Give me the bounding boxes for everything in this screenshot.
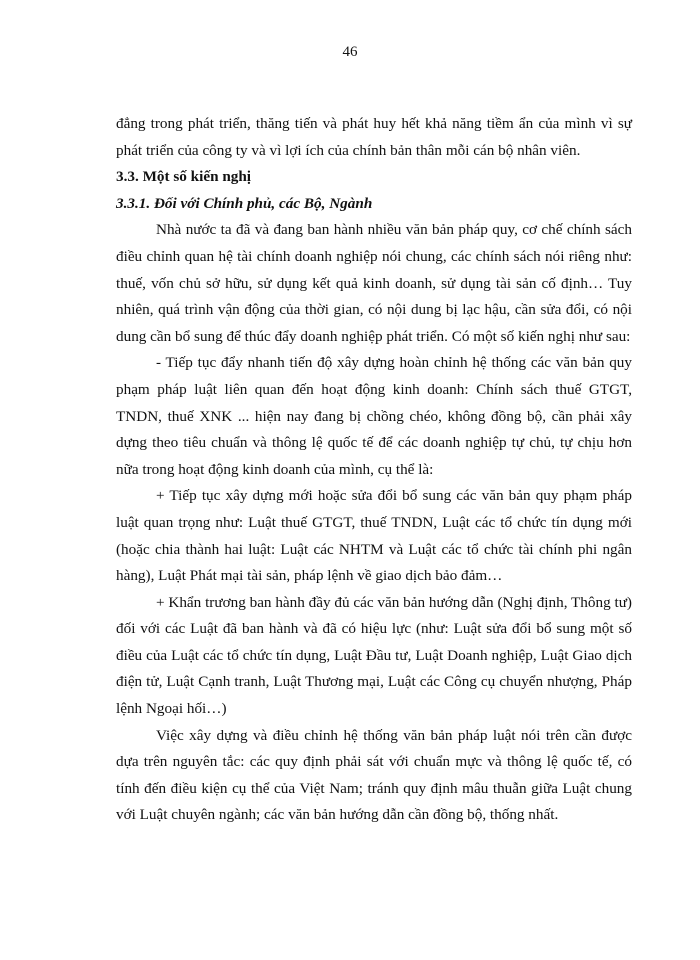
paragraph-recommendation-laws: + Tiếp tục xây dựng mới hoặc sửa đổi bổ sung các văn bản quy phạm pháp luật quan trọng như: Luật thuế GTGT, thuế TNDN, Luật các tổ chức tín dụng mới (hoặc chia thành hai luật: Luật các NHTM và Luật các tổ chức tài chính phi ngân hàng), Luật Phát mại tài sản, pháp lệnh về giao dịch bảo đảm… [116, 487, 632, 585]
paragraph-principles: Việc xây dựng và điều chỉnh hệ thống văn bản pháp luật nói trên cần được dựa trên nguyên tắc: các quy định phải sát với chuẩn mực và thông lệ quốc tế, có tính đến điều kiện cụ thể của Việt Nam; tránh quy định mâu thuẫn giữa Luật chung với Luật chuyên ngành; các văn bản hướng dẫn cần đồng bộ, thống nhất. [116, 726, 632, 824]
page-number: 46 [342, 44, 358, 60]
paragraph-overview: Nhà nước ta đã và đang ban hành nhiều văn bản pháp quy, cơ chế chính sách điều chỉnh quan hệ tài chính doanh nghiệp nói chung, các chính sách nói riêng như: thuế, vốn chủ sở hữu, sử dụng kết quả kinh doanh, sử dụng tài sản cố định… Tuy nhiên, quá trình vận động của thời gian, có nội dung bị lạc hậu, cần sửa đổi, có nội dung cần bổ sung để thúc đẩy doanh nghiệp phát triển. Có một số kiến nghị như sau: [116, 221, 632, 345]
paragraph-recommendation-main: - Tiếp tục đẩy nhanh tiến độ xây dựng hoàn chỉnh hệ thống các văn bản quy phạm pháp luật liên quan đến hoạt động kinh doanh: Chính sách thuế GTGT, TNDN, thuế XNK ... hiện nay đang bị chồng chéo, không đồng bộ, cần phải xây dựng theo tiêu chuẩn và thông lệ quốc tế để các doanh nghiệp tự chủ, tự chịu hơn nữa trong hoạt động kinh doanh của mình, cụ thể là: [116, 354, 632, 478]
subsection-heading: 3.3.1. Đối với Chính phủ, các Bộ, Ngành [116, 194, 373, 212]
intro-paragraph: đẳng trong phát triển, thăng tiến và phát huy hết khả năng tiềm ẩn của mình vì sự phát triển của công ty và vì lợi ích của chính bản thân mỗi cán bộ nhân viên. [116, 115, 632, 159]
paragraph-recommendation-guidance: + Khẩn trương ban hành đầy đủ các văn bản hướng dẫn (Nghị định, Thông tư) đối với các Luật đã ban hành và đã có hiệu lực (như: Luật sửa đổi bổ sung một số điều của Luật các tổ chức tín dụng, Luật Đầu tư, Luật Doanh nghiệp, Luật Giao dịch điện tử, Luật Cạnh tranh, Luật Thương mại, Luật các Công cụ chuyển nhượng, Pháp lệnh Ngoại hối…) [116, 593, 632, 718]
section-heading: 3.3. Một số kiến nghị [116, 168, 252, 186]
document-body [116, 111, 632, 829]
